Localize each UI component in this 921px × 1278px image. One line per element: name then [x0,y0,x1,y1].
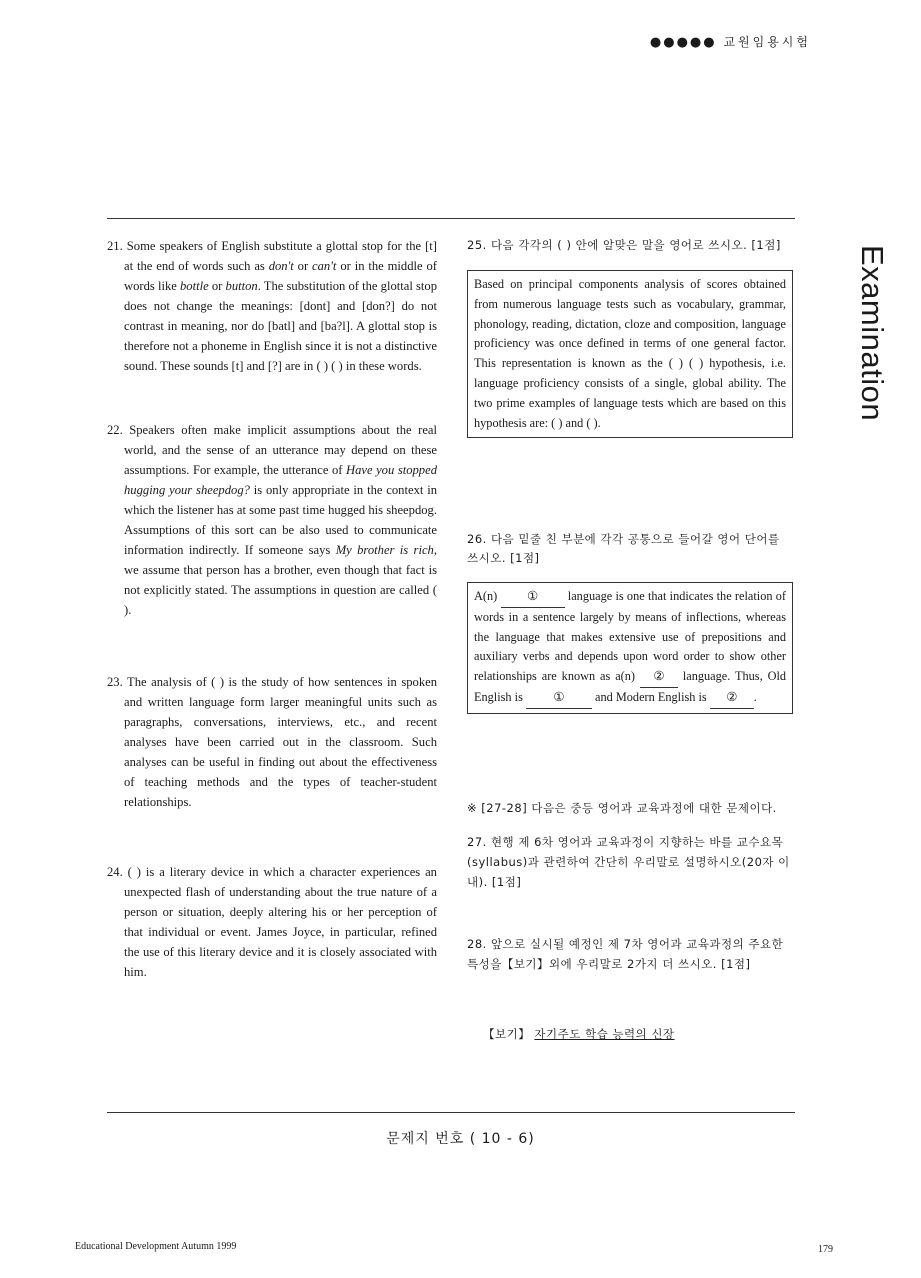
question-22: 22. Speakers often make implicit assumptions about the real world, and the sense of an utterance may depend on these assumptions. For example, the utterance of Have you stopped hugging your sheepdog? is only appropriate in the context in which the listener has at some past time hugged his sheepdog. Assumptions of this sort can be also used to communicate information indirectly. If someone says My brother is rich, we assume that person has a brother, even though that fact is not explicitly stated. The assumptions in question are called ( ). [107,423,437,617]
blank-1: ① [501,587,565,608]
exam-header [650,33,811,50]
question-28: 28. 앞으로 실시될 예정인 제 7차 영어과 교육과정의 주요한 특성을【보기】외에 우리말로 2가지 더 쓰시오. [1점] [467,937,784,971]
header-dots: ●●●●● [649,35,717,50]
blank-2: ② [640,667,678,688]
publication-name: Educational Development Autumn 1999 [75,1241,237,1252]
question-23: 23. The analysis of ( ) is the study of how sentences in spoken and written language form larger meaningful units such as paragraphs, conversations, interviews, etc., and recent analyses have been carried out in the classroom. Such analyses can be useful in finding out about the effectiveness of teaching methods and the types of teacher-student relationships. [107,675,438,809]
example-value: 자기주도 학습 능력의 신장 [534,1027,675,1041]
left-column [107,236,437,982]
side-label: Examination [855,245,890,422]
example-label: 【보기】 [483,1027,531,1041]
example-box [483,1026,675,1042]
page-code: 문제지 번호 ( 10 - 6) [386,1131,535,1147]
question-27: 27. 현행 제 6차 영어과 교육과정이 지향하는 바를 교수요목(syllabus)과 관련하여 간단히 우리말로 설명하시오(20자 이내). [1점] [467,835,790,889]
bottom-rule [107,1112,795,1113]
question-26-box: A(n) ① language is one that indicates the relation of words in a sentence largely by means of inflections, whereas the language that makes extensive use of prepositions and auxiliary verbs and depends upon word order to show other relationships are known as a(n) ② language. Thus, Old English is ① and Modern English is ② . [467,582,793,714]
blank-3: ① [526,688,592,709]
blank-4: ② [710,688,754,709]
question-25-box: Based on principal components analysis of scores obtained from numerous language tests such as vocabulary, grammar, phonology, reading, dictation, cloze and composition, language proficiency was once defined in terms of one general factor. This representation is known as the ( ) ( ) hypothesis, i.e. language proficiency consists of a single, global ability. The two prime examples of language tests which are based on this hypothesis are: ( ) and ( ). [467,270,793,438]
top-rule [107,218,795,219]
question-26-prompt: 26. 다음 밑줄 친 부분에 각각 공통으로 들어갈 영어 단어를 쓰시오. [1점] [467,532,780,565]
page-number: 179 [818,1244,833,1255]
question-25-prompt: 25. 다음 각각의 ( ) 안에 알맞은 말을 영어로 쓰시오. [1점] [467,238,781,252]
question-24: 24. ( ) is a literary device in which a character experiences an unexpected flash of understanding about the true nature of a person or situation, deeply altering his or her perception of that individual or event. James Joyce, in particular, refined the use of this literary device and it is closely associated with him. [107,865,437,979]
header-title: 교원임용시험 [723,35,811,49]
section-note: ※ [27-28] 다음은 중등 영어과 교육과정에 대한 문제이다. [467,801,777,815]
question-21: 21. Some speakers of English substitute a glottal stop for the [t] at the end of words such as don't or can't or in the middle of words like bottle or button. The substitution of the glottal stop does not change the meanings: [dont] and [don?] do not contrast in meaning, nor do [batl] and [ba?l]. A glottal stop is therefore not a phoneme in English since it is not a distinctive sound. These sounds [t] and [?] are in ( ) ( ) in these words. [107,239,438,373]
